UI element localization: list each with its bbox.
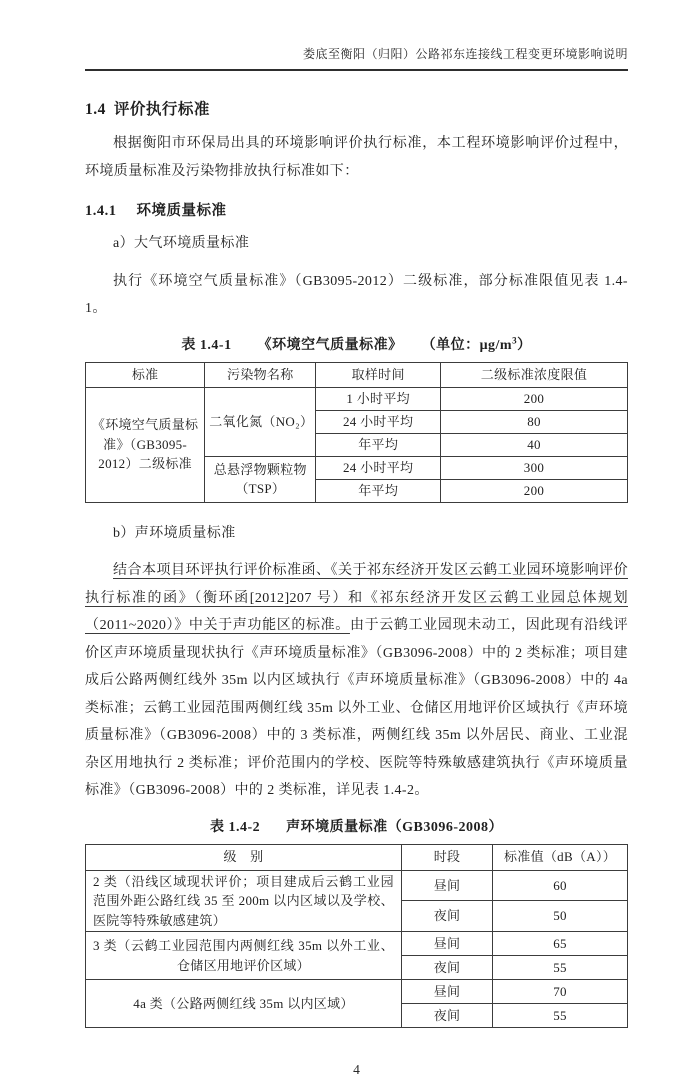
cell-limit-value: 40	[441, 433, 628, 456]
cell-value: 70	[493, 980, 628, 1004]
table-row	[86, 387, 628, 410]
section-heading-1-4	[85, 97, 628, 119]
col-header-standard: 标准	[86, 362, 205, 387]
cell-category-4a: 4a 类（公路两侧红线 35m 以内区域）	[86, 980, 402, 1028]
running-header	[85, 45, 628, 71]
cell-value: 55	[493, 1004, 628, 1028]
cell-standard-name: 《环境空气质量标准》（GB3095-2012）二级标准	[86, 387, 205, 502]
cell-category-3: 3 类（云鹤工业园范围内两侧红线 35m 以外工业、仓储区用地评价区域）	[86, 932, 402, 980]
col-header-limit: 二级标准浓度限值	[441, 362, 628, 387]
noise-standards-text: 由于云鹤工业园现未动工，因此现有沿线评价区声环境质量现状执行《声环境质量标准》（GB3096-2008）中的 2 类标准；项目建成后公路两侧红线外 35m 以内区域执行《声环境质量标准》（GB3096-2008）中的 4a 类标准；云鹤工业园范围两侧红线 35m 以外工业、仓储区用地评价区域执行《声环境质量标准》（GB3096-2008）中的 3 类标准，两侧红线 35m 以外居民、商业、工业混杂区用地执行 2 类标准；评价范围内的学校、医院等特殊敏感建筑执行《声环境质量标准》（GB3096-2008）中的 2 类标准，详见表 1.4-2。	[85, 618, 628, 798]
cell-pollutant-tsp: 总悬浮物颗粒物（TSP）	[205, 456, 316, 502]
table2-caption-number: 表 1.4-2	[209, 819, 261, 835]
cell-period: 夜间	[401, 956, 492, 980]
col-header-period: 时段	[401, 844, 492, 870]
table-row	[86, 932, 628, 956]
item-a-text: 执行《环境空气质量标准》（GB3095-2012）二级标准，部分标准限值见表 1.4-1。	[85, 273, 628, 316]
cell-sampling-time: 年平均	[316, 433, 441, 456]
cell-sampling-time: 年平均	[316, 479, 441, 502]
cell-limit-value: 200	[441, 387, 628, 410]
table-row	[86, 980, 628, 1004]
noise-quality-standards-table	[85, 844, 628, 1029]
col-header-category: 级 别	[86, 844, 402, 870]
intro-paragraph: 根据衡阳市环保局出具的环境影响评价执行标准，本工程环境影响评价过程中，环境质量标准及污染物排放执行标准如下：	[85, 136, 628, 179]
cell-period: 昼间	[401, 980, 492, 1004]
underlined-standards-text: 结合本项目环评执行评价标准函、《关于祁东经济开发区云鹤工业园环境影响评价执行标准的函》（衡环函[2012]207 号）和《祁东经济开发区云鹤工业园总体规划（2011~2020）》中关于声功能区的标准。	[85, 563, 628, 633]
item-b-title: b）声环境质量标准	[113, 525, 236, 541]
cell-value: 50	[493, 901, 628, 932]
cell-sampling-time: 1 小时平均	[316, 387, 441, 410]
cell-limit-value: 200	[441, 479, 628, 502]
cell-sampling-time: 24 小时平均	[316, 410, 441, 433]
table2-caption-title: 声环境质量标准（GB3096-2008）	[286, 819, 504, 835]
col-header-standard-value: 标准值（dB（A））	[493, 844, 628, 870]
cell-period: 夜间	[401, 1004, 492, 1028]
item-b-paragraph	[85, 557, 628, 805]
cell-value: 65	[493, 932, 628, 956]
col-header-pollutant: 污染物名称	[205, 362, 316, 387]
air-quality-standards-table	[85, 362, 628, 503]
col-header-sampling-time: 取样时间	[316, 362, 441, 387]
table-row	[86, 870, 628, 901]
cell-period: 昼间	[401, 932, 492, 956]
cell-category-2: 2 类（沿线区域现状评价；项目建成后云鹤工业园范围外距公路红线 35 至 200m 以内区域以及学校、医院等特殊敏感建筑）	[86, 870, 402, 932]
table-header-row	[86, 362, 628, 387]
section-heading-1-4-1	[85, 199, 628, 220]
cell-period: 昼间	[401, 870, 492, 901]
table1-caption-title: 《环境空气质量标准》	[257, 337, 403, 353]
table1-caption-unit: （单位：$\mu g/m^3$）	[428, 334, 532, 353]
subsection-number: 1.4.1	[85, 203, 117, 219]
subsection-title: 环境质量标准	[136, 203, 227, 219]
table2-caption	[85, 816, 628, 836]
section-number: 1.4	[85, 101, 106, 118]
cell-value: 60	[493, 870, 628, 901]
item-a-title: a）大气环境质量标准	[113, 236, 250, 251]
cell-sampling-time: 24 小时平均	[316, 456, 441, 479]
cell-limit-value: 80	[441, 410, 628, 433]
cell-value: 55	[493, 956, 628, 980]
table1-caption	[85, 334, 628, 354]
cell-pollutant-no2: 二氧化氮（NO₂）	[205, 387, 316, 456]
running-header-title: 娄底至衡阳（归阳）公路祁东连接线工程变更环境影响说明	[302, 47, 628, 61]
cell-limit-value: 300	[441, 456, 628, 479]
cell-period: 夜间	[401, 901, 492, 932]
page-number: 4	[353, 1062, 360, 1077]
table-header-row	[86, 844, 628, 870]
table1-caption-number: 表 1.4-1	[181, 337, 232, 353]
section-title: 评价执行标准	[113, 101, 210, 118]
